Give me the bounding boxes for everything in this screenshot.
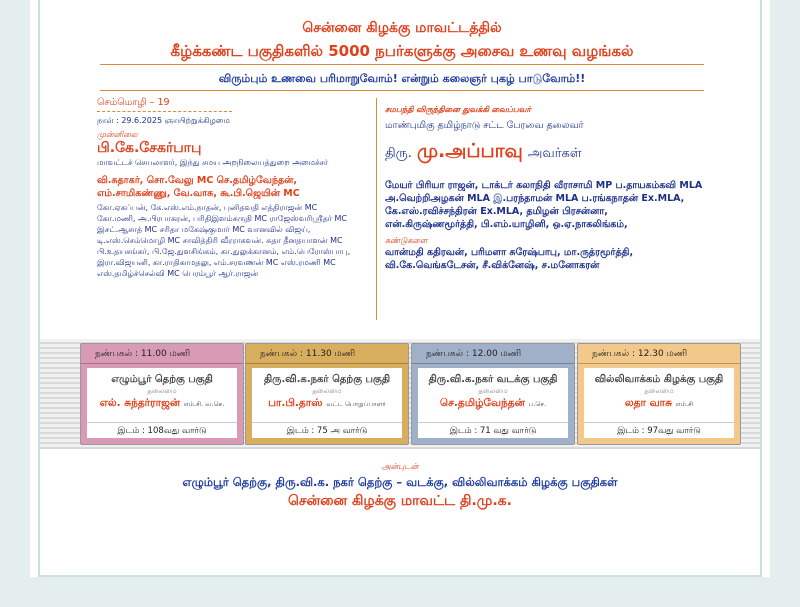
footer-label: அன்புடன் xyxy=(381,462,419,471)
event-date: நாள் : 29.6.2025 ஞாயிற்றுக்கிழமை xyxy=(97,116,230,125)
session-area: திரு.வி.க.நகர் தெற்கு பகுதி xyxy=(263,374,391,385)
session-lead-label: தலைமை xyxy=(312,387,342,395)
footer-district: சென்னை கிழக்கு மாவட்ட தி.மு.க. xyxy=(288,493,512,509)
chief-guest xyxy=(385,140,725,165)
bottom-frame xyxy=(0,577,800,607)
participant-line: எஸ்.தமிழ்ச்செல்வி MC பெரம்பூர் ஆர்.ராஜன் xyxy=(97,269,259,278)
session-area: வில்லிவாக்கம் கிழக்கு பகுதி xyxy=(594,374,724,385)
session-time: நண்பகல் : 11.00 மணி xyxy=(81,344,243,364)
participant-line: கோ.ஏகப்பன், கே.எஸ்.எம்.நாதன், புனிதவதி எத்திராஜன் MC xyxy=(97,203,318,212)
title-line-2: கீழ்க்கண்ட பகுதிகளில் 5000 நபர்களுக்கு அசைவ உணவு வழங்கல் xyxy=(170,42,634,60)
session-person xyxy=(584,397,734,410)
session-person-name: எல். சுந்தர்ராஜன் xyxy=(99,397,181,409)
session-person-note: ப.செ. xyxy=(528,400,547,408)
session-card xyxy=(245,343,409,445)
session-time: நண்பகல் : 12.30 மணி xyxy=(578,344,740,364)
chief-name: மு.அப்பாவு xyxy=(416,140,523,162)
session-lead-label: தலைமை xyxy=(644,387,674,395)
column-divider xyxy=(376,98,377,320)
participant-line: டி.எஸ்.செம்மொழி MC சாவித்திரி வீரராகவன். சுதா தீனதயாளன் MC xyxy=(97,236,343,245)
participants-list xyxy=(97,174,407,279)
divider xyxy=(100,90,704,91)
lead-label: முன்னிலை xyxy=(97,130,138,139)
session-card xyxy=(577,343,741,445)
chief-role: மாண்புமிகு தமிழ்நாடு சட்ட பேரவை தலைவர் xyxy=(385,120,584,131)
right-column xyxy=(385,104,725,272)
session-time: நண்பகல் : 12.00 மணி xyxy=(412,344,574,364)
participant-line: எம்.சாமிகண்ணு, வே.வாசு, கூ.பி.ஜெயின் MC xyxy=(97,188,300,199)
lead-name: பி.கே.சேகர்பாபு xyxy=(97,140,202,156)
session-details xyxy=(584,368,734,438)
slogan: விரும்பும் உணவை பரிமாறுவோம்! என்றும் கலைஞர் புகழ் பாடுவோம்!! xyxy=(218,72,586,85)
session-person-note: எம்.சி xyxy=(675,400,694,408)
lead-role: மாவட்டச் செயலாளர், இந்து சமய அறநிலையத்துறை அமைச்சர் xyxy=(97,158,329,167)
session-person-name: லதா வாசு xyxy=(624,397,672,409)
session-person xyxy=(418,397,568,410)
session-venue: இடம் : 108வது வார்டு xyxy=(87,422,237,438)
session-card xyxy=(411,343,575,445)
session-venue: இடம் : 75 அ வார்டு xyxy=(252,422,402,438)
session-area: திரு.வி.க.நகர் வடக்கு பகுதி xyxy=(428,374,558,385)
session-person xyxy=(87,397,237,410)
session-person-note: எம்.சி. வ.செ. xyxy=(183,400,225,408)
participant-line: இரா.விஜயனி, கா.ராதிகாமதலு, எம்.சரவணன் MC எஸ்.ரமணி MC xyxy=(97,258,336,267)
chief-prefix: திரு. xyxy=(385,146,412,161)
session-details xyxy=(418,368,568,438)
dignitaries-list xyxy=(385,179,725,231)
series-label: செம்மொழி – 19 xyxy=(97,96,232,112)
session-details xyxy=(252,368,402,438)
participant-line: கோ.மணி, அ.பிரபாகரன், பரிதிஇளம்சுருதி MC ராஜேஸ்வரிஸ்ரீதர் MC xyxy=(97,214,347,223)
session-person-name: செ.தமிழ்வேந்தன் xyxy=(439,397,525,409)
session-venue: இடம் : 71 வது வார்டு xyxy=(418,422,568,438)
right-frame xyxy=(770,0,800,607)
guests-label: கண்டுகளை xyxy=(385,236,428,245)
session-time: நண்பகல் : 11.30 மணி xyxy=(246,344,408,364)
left-column xyxy=(97,96,407,279)
session-card xyxy=(80,343,244,445)
session-area: எழும்பூர் தெற்கு பகுதி xyxy=(111,374,213,385)
session-person-name: பா.பி.தாஸ் xyxy=(268,397,323,409)
left-frame xyxy=(0,0,30,607)
title-line-1: சென்னை கிழக்கு மாவட்டத்தில் xyxy=(302,20,502,36)
dignitary-line: கே.எஸ்.ரவிச்சந்திரன் Ex.MLA, தமிழன் பிரசன்னா, xyxy=(385,206,608,217)
guest-line: வான்மதி கதிரவன், பரிமளா சுரேஷ்பாபு, மா.ருத்ரமூர்த்தி, xyxy=(385,247,634,258)
session-lead-label: தலைமை xyxy=(478,387,508,395)
participant-line: வி.சுதாகர், சொ.வேலு MC செ.தமிழ்வேந்தன், xyxy=(97,175,298,186)
participant-line: பி.உதயசங்கர், பி.ஜே.துளசிங்கம், கா.துலுக்கானம், எம்.பெரோஸ்பாபு, xyxy=(97,247,351,256)
dignitary-line: என்.கிருஷ்ணமூர்த்தி, பி.எம்.யாழினி, ஒ.ஏ.நாகலிங்கம், xyxy=(385,219,628,230)
chief-suffix: அவர்கள் xyxy=(527,146,582,161)
session-person-note: வட்ட பொறுப்பாளர் xyxy=(326,400,386,408)
inaugurator-label: சமபந்தி விருந்தினை துவக்கி வைப்பவர் xyxy=(385,105,531,114)
session-venue: இடம் : 97வது வார்டு xyxy=(584,422,734,438)
participant-line: இசட்.ஆசாத் MC சரிதா மகேஷ்குமார் MC வானவில் விஜய், xyxy=(97,225,311,234)
session-lead-label: தலைமை xyxy=(147,387,177,395)
dignitary-line: மேயர் பிரியா ராஜன், டாக்டர் கலாநிதி வீராசாமி MP ப.தாயகம்கவி MLA xyxy=(385,180,703,191)
divider xyxy=(100,64,704,65)
guests-list xyxy=(385,246,725,272)
dignitary-line: அ.வெற்றிஅழகன் MLA இ.பரந்தாமன் MLA ப.ரங்கநாதன் Ex.MLA, xyxy=(385,193,685,204)
footer-organizers: எழும்பூர் தெற்கு, திரு.வி.க. நகர் தெற்கு – வடக்கு, வில்லிவாக்கம் கிழக்கு பகுதிகள் xyxy=(182,475,618,489)
poster-card xyxy=(38,0,762,577)
guest-line: வி.கே.வெங்கடேசன், சீ.விக்னேஷ், ச.மனோகரன் xyxy=(385,260,600,271)
session-details xyxy=(87,368,237,438)
session-person xyxy=(252,397,402,410)
